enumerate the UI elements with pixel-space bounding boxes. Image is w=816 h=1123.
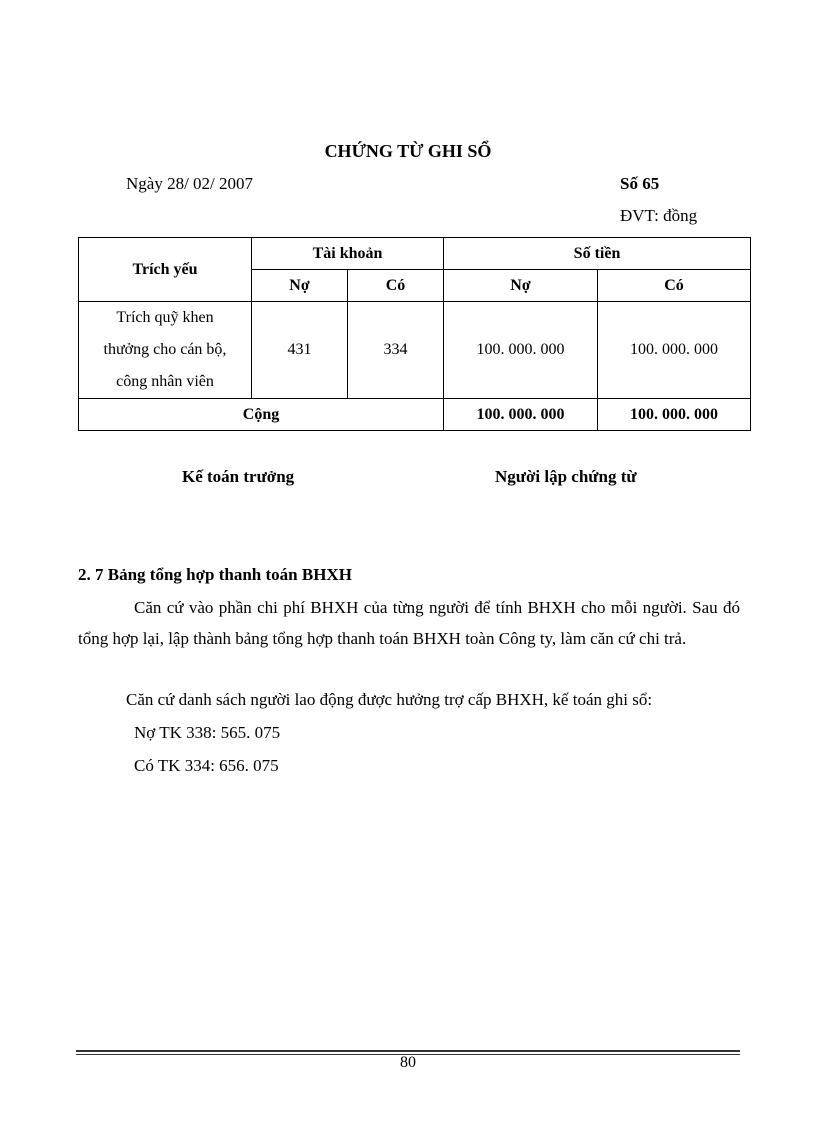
header-account: Tài khoản	[252, 238, 444, 270]
signer-chief-accountant: Kế toán trưởng	[182, 467, 295, 486]
table-row	[79, 302, 751, 399]
header-credit-account: Có	[348, 270, 444, 302]
page-number: 80	[400, 1054, 416, 1071]
cell-summary	[79, 302, 252, 399]
voucher-title: CHỨNG TỪ GHI SỔ	[324, 141, 492, 161]
header-debit-account: Nợ	[252, 270, 348, 302]
total-label: Cộng	[79, 399, 444, 431]
section-line: Căn cứ danh sách người lao động được hưởng trợ cấp BHXH, kế toán ghi sổ:	[126, 690, 653, 709]
summary-line: thưởng cho cán bộ,	[103, 341, 227, 358]
signer-preparer: Người lập chứng từ	[495, 467, 637, 486]
journal-entry-debit: Nợ TK 338: 565. 075	[134, 723, 281, 742]
section-heading: 2. 7 Bảng tổng hợp thanh toán BHXH	[78, 565, 352, 584]
total-row	[79, 399, 751, 431]
voucher-date: Ngày 28/ 02/ 2007	[126, 174, 254, 193]
voucher-number: Số 65	[620, 174, 660, 193]
section-paragraph: Căn cứ vào phần chi phí BHXH của từng người để tính BHXH cho mỗi người. Sau đó tổng hợp lại, lập thành bảng tổng hợp thanh toán BHXH toàn Công ty, làm căn cứ chi trả.	[78, 598, 740, 648]
cell-credit-account: 334	[348, 302, 444, 399]
footer-rule	[76, 1050, 740, 1052]
voucher-table	[78, 237, 751, 431]
total-credit: 100. 000. 000	[598, 399, 751, 431]
cell-credit-amount: 100. 000. 000	[598, 302, 751, 399]
summary-line: Trích quỹ khen	[116, 309, 214, 326]
cell-debit-account: 431	[252, 302, 348, 399]
total-debit: 100. 000. 000	[444, 399, 598, 431]
summary-line: công nhân viên	[116, 373, 214, 390]
header-debit-amount: Nợ	[444, 270, 598, 302]
journal-entry-credit: Có TK 334: 656. 075	[134, 756, 279, 775]
header-summary: Trích yếu	[79, 238, 252, 302]
header-amount: Số tiền	[444, 238, 751, 270]
cell-debit-amount: 100. 000. 000	[444, 302, 598, 399]
currency-unit: ĐVT: đồng	[620, 206, 698, 225]
header-credit-amount: Có	[598, 270, 751, 302]
